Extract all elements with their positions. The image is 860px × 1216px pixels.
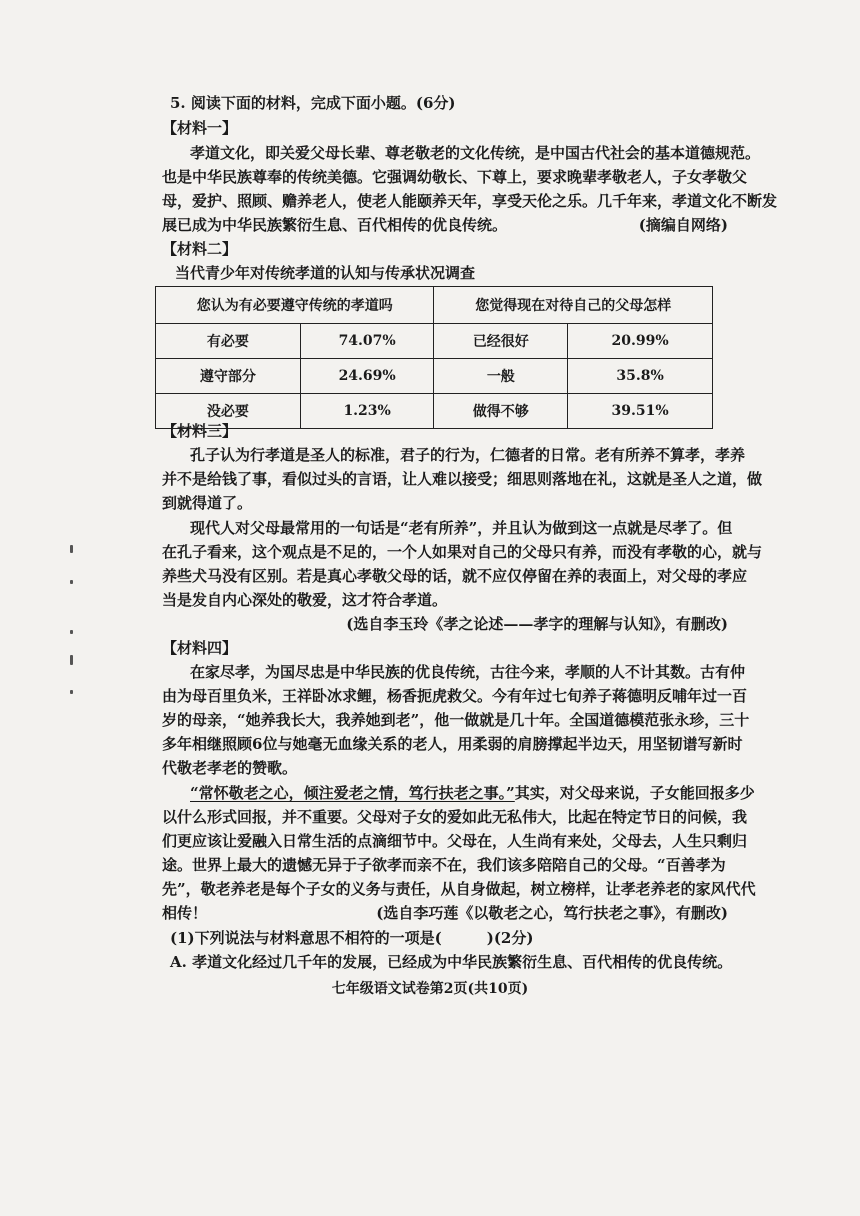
material-3-source: (选自李玉玲《孝之论述——孝字的理解与认知》，有删改) [346, 615, 728, 633]
survey-caption: 当代青少年对传统孝道的认知与传承状况调查 [175, 264, 476, 282]
material-1-source: (摘编自网络) [638, 216, 728, 234]
material-1-line: 母，爱护、照顾、赡养老人，使老人能颐养天年，享受天伦之乐。几千年来，孝道文化不断发 [162, 192, 778, 210]
material-3-line: 养些犬马没有区别。若是真心孝敬父母的话，就不应仅停留在养的表面上，对父母的孝应 [162, 567, 748, 585]
material-3-line: 并不是给钱了事，看似过头的言语，让人难以接受；细思则落地在礼，这就是圣人之道，做 [162, 470, 763, 488]
material-4-line: 先”，敬老养老是每个子女的义务与责任，从自身做起，树立榜样，让孝老养老的家风代代 [162, 880, 756, 898]
material-2-title: 【材料二】 [162, 240, 238, 258]
table-cell: 已经很好 [434, 324, 568, 359]
table-cell: 35.8% [568, 359, 713, 394]
material-4-line: 相传！ [162, 904, 208, 922]
table-cell: 有必要 [156, 324, 301, 359]
table-cell: 做得不够 [434, 394, 568, 429]
table-header: 您认为有必要遵守传统的孝道吗 [156, 287, 434, 324]
table-cell: 20.99% [568, 324, 713, 359]
material-4-line: 岁的母亲，“她养我长大，我养她到老”，他一做就是几十年。全国道德模范张永珍，三十 [162, 711, 750, 729]
material-4-line: 多年相继照顾6位与她毫无血缘关系的老人，用柔弱的肩膀撑起半边天，用坚韧谱写新时 [162, 735, 743, 753]
material-1-line: 孝道文化，即关爱父母长辈、尊老敬老的文化传统，是中国古代社会的基本道德规范。 [190, 144, 761, 162]
material-3-line: 在孔子看来，这个观点是不足的，一个人如果对自己的父母只有养，而没有孝敬的心，就与 [162, 543, 763, 561]
table-cell: 39.51% [568, 394, 713, 429]
material-4-line [190, 782, 755, 804]
material-4-title: 【材料四】 [162, 639, 238, 657]
table-cell: 遵守部分 [156, 359, 301, 394]
margin-scan-mark [70, 545, 73, 553]
margin-scan-mark [70, 690, 73, 694]
table-header: 您觉得现在对待自己的父母怎样 [434, 287, 713, 324]
material-3-line: 当是发自内心深处的敬爱，这才符合孝道。 [162, 591, 448, 609]
survey-table [155, 286, 713, 429]
material-4-line: 们更应该让爱融入日常生活的点滴细节中。父母在，人生尚有来处，父母去，人生只剩归 [162, 832, 748, 850]
material-4-line: 途。世界上最大的遗憾无异于子欲孝而亲不在，我们该多陪陪自己的父母。“百善孝为 [162, 856, 726, 874]
table-cell: 1.23% [300, 394, 434, 429]
material-4-line: 由为母百里负米，王祥卧冰求鲤，杨香扼虎救父。今有年过七旬养子蒋德明反哺年过一百 [162, 687, 748, 705]
table-header-row [156, 287, 713, 324]
material-3-line: 孔子认为行孝道是圣人的标准，君子的行为，仁德者的日常。老有所养不算孝，孝养 [190, 446, 746, 464]
material-1-title: 【材料一】 [162, 119, 238, 137]
quote-continuation: 其实，对父母来说，子女能回报多少 [514, 784, 755, 802]
material-3-line: 现代人对父母最常用的一句话是“老有所养”，并且认为做到这一点就是尽孝了。但 [190, 519, 733, 537]
margin-scan-mark [70, 580, 73, 584]
material-1-line: 也是中华民族尊奉的传统美德。它强调幼敬长、下尊上，要求晚辈孝敬老人，子女孝敬父 [162, 168, 748, 186]
material-4-line: 在家尽孝，为国尽忠是中华民族的优良传统，古往今来，孝顺的人不计其数。古有仲 [190, 663, 746, 681]
underlined-quote: “常怀敬老之心，倾注爱老之情，笃行扶老之事。” [190, 784, 515, 802]
material-4-source: (选自李巧莲《以敬老之心，笃行扶老之事》，有删改) [376, 904, 728, 922]
table-row [156, 359, 713, 394]
material-4-line: 以什么形式回报，并不重要。父母对子女的爱如此无私伟大，比起在特定节日的问候，我 [162, 808, 748, 826]
table-cell: 没必要 [156, 394, 301, 429]
material-4-line: 代敬老孝老的赞歌。 [162, 759, 298, 777]
question-title: 5. 阅读下面的材料，完成下面小题。(6分) [170, 94, 456, 112]
material-1-line: 展已成为中华民族繁衍生息、百代相传的优良传统。 [162, 216, 508, 234]
page-footer: 七年级语文试卷第2页(共10页) [331, 981, 529, 997]
table-cell: 74.07% [300, 324, 434, 359]
table-cell: 24.69% [300, 359, 434, 394]
question-1-stem: (1)下列说法与材料意思不相符的一项是( )(2分) [170, 929, 534, 947]
margin-scan-mark [70, 655, 73, 665]
material-3-line: 到就得道了。 [162, 494, 253, 512]
material-3-title: 【材料三】 [162, 422, 238, 440]
margin-scan-mark [70, 630, 73, 634]
question-1-option-a: A. 孝道文化经过几千年的发展，已经成为中华民族繁衍生息、百代相传的优良传统。 [170, 953, 733, 971]
table-row [156, 324, 713, 359]
table-cell: 一般 [434, 359, 568, 394]
